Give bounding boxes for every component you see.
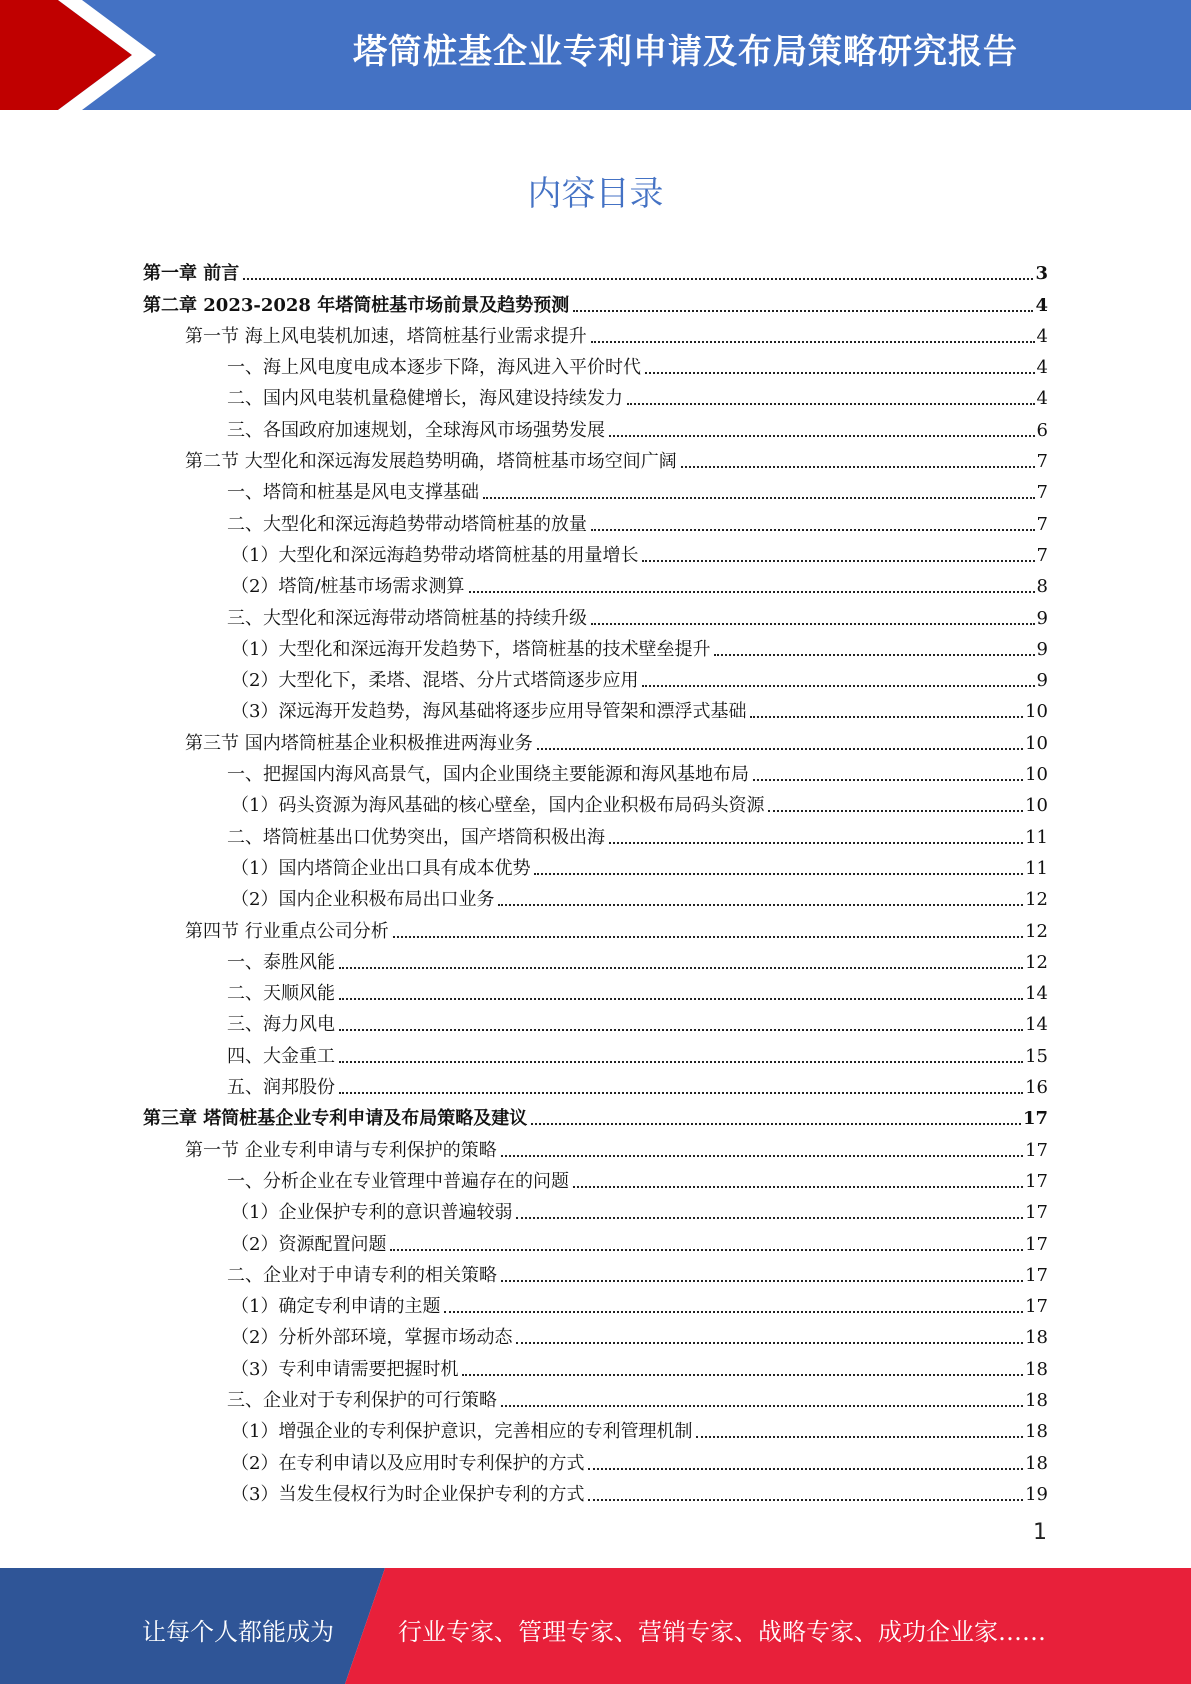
toc-entry-page: 18 (1025, 1421, 1048, 1443)
footer-slogan-right: 行业专家、管理专家、营销专家、战略专家、成功企业家…… (398, 1618, 1046, 1646)
toc-entry[interactable] (143, 379, 1048, 410)
toc-dot-leader (591, 529, 1035, 531)
toc-dot-leader (534, 873, 1023, 875)
toc-entry-title: （1）码头资源为海风基础的核心壁垒，国内企业积极布局码头资源 (231, 795, 765, 817)
toc-entry[interactable] (143, 536, 1048, 567)
toc-entry[interactable] (143, 1256, 1048, 1287)
toc-dot-leader (516, 1342, 1023, 1344)
toc-entry-title: （2）国内企业积极布局出口业务 (231, 889, 495, 911)
toc-entry-page: 9 (1036, 607, 1048, 629)
toc-entry[interactable] (143, 254, 1048, 285)
toc-entry-title: 四、大金重工 (227, 1045, 335, 1067)
toc-dot-leader (753, 779, 1023, 781)
toc-entry-page: 11 (1025, 857, 1048, 879)
toc-entry-title: 五、润邦股份 (227, 1077, 335, 1099)
table-of-contents (143, 254, 1048, 1506)
toc-dot-leader (642, 560, 1034, 562)
toc-entry-page: 15 (1025, 1045, 1048, 1067)
toc-entry[interactable] (143, 442, 1048, 473)
toc-entry-page: 4 (1036, 388, 1048, 410)
toc-entry[interactable] (143, 1162, 1048, 1193)
toc-entry-title: 一、塔筒和桩基是风电支撑基础 (227, 482, 479, 504)
toc-entry[interactable] (143, 1475, 1048, 1506)
toc-dot-leader (588, 1468, 1023, 1470)
toc-entry[interactable] (143, 630, 1048, 661)
toc-dot-leader (714, 654, 1034, 656)
toc-entry[interactable] (143, 723, 1048, 754)
toc-entry-page: 10 (1025, 732, 1048, 754)
toc-entry[interactable] (143, 1381, 1048, 1412)
toc-entry-page: 18 (1025, 1452, 1048, 1474)
toc-entry-page: 17 (1025, 1170, 1048, 1192)
toc-dot-leader (573, 310, 1033, 312)
toc-entry-title: （1）增强企业的专利保护意识，完善相应的专利管理机制 (231, 1421, 693, 1443)
toc-entry-title: （1）大型化和深远海开发趋势下，塔筒桩基的技术壁垒提升 (231, 638, 711, 660)
toc-entry-title: （2）大型化下，柔塔、混塔、分片式塔筒逐步应用 (231, 670, 639, 692)
toc-entry[interactable] (143, 911, 1048, 942)
toc-entry[interactable] (143, 880, 1048, 911)
toc-entry-page: 7 (1036, 513, 1048, 535)
toc-entry[interactable] (143, 473, 1048, 504)
toc-entry-page: 14 (1025, 1014, 1048, 1036)
page-number: 1 (1033, 1520, 1047, 1545)
toc-entry-page: 10 (1025, 701, 1048, 723)
toc-entry-title: 二、天顺风能 (227, 983, 335, 1005)
toc-entry[interactable] (143, 598, 1048, 629)
toc-dot-leader (501, 1280, 1023, 1282)
report-title: 塔筒桩基企业专利申请及布局策略研究报告 (353, 32, 1018, 72)
toc-entry[interactable] (143, 285, 1048, 316)
toc-entry-title: （1）企业保护专利的意识普遍较弱 (231, 1202, 513, 1224)
toc-entry-page: 17 (1025, 1139, 1048, 1161)
toc-dot-leader (444, 1311, 1023, 1313)
toc-entry[interactable] (143, 755, 1048, 786)
toc-entry-title: （2）分析外部环境，掌握市场动态 (231, 1327, 513, 1349)
toc-dot-leader (339, 998, 1023, 1000)
footer-banner (0, 1568, 1191, 1684)
toc-entry-page: 7 (1036, 544, 1048, 566)
toc-entry-title: 三、海力风电 (227, 1014, 335, 1036)
toc-entry-page: 17 (1025, 1264, 1048, 1286)
toc-dot-leader (469, 591, 1035, 593)
toc-entry-title: 一、分析企业在专业管理中普遍存在的问题 (227, 1170, 569, 1192)
toc-entry-title: 三、企业对于专利保护的可行策略 (227, 1389, 497, 1411)
toc-entry-page: 11 (1025, 826, 1048, 848)
toc-dot-leader (591, 623, 1035, 625)
toc-dot-leader (591, 341, 1035, 343)
toc-dot-leader (393, 936, 1023, 938)
toc-entry[interactable] (143, 817, 1048, 848)
toc-entry-page: 3 (1035, 263, 1048, 285)
toc-entry-title: 第二节 大型化和深远海发展趋势明确，塔筒桩基市场空间广阔 (185, 451, 677, 473)
toc-dot-leader (696, 1436, 1023, 1438)
toc-entry-title: （2）资源配置问题 (231, 1233, 387, 1255)
toc-entry-title: （2）塔筒/桩基市场需求测算 (231, 576, 465, 598)
toc-entry-page: 17 (1025, 1233, 1048, 1255)
toc-entry-page: 9 (1036, 670, 1048, 692)
toc-dot-leader (501, 1405, 1023, 1407)
toc-entry-title: 第三节 国内塔筒桩基企业积极推进两海业务 (185, 732, 533, 754)
toc-entry-page: 17 (1022, 1108, 1048, 1130)
toc-entry-title: 第一章 前言 (143, 263, 240, 285)
toc-entry[interactable] (143, 1349, 1048, 1380)
toc-dot-leader (462, 1374, 1023, 1376)
toc-dot-leader (750, 716, 1023, 718)
toc-entry-title: （3）专利申请需要把握时机 (231, 1358, 459, 1380)
toc-entry-title: 一、海上风电度电成本逐步下降，海风进入平价时代 (227, 357, 641, 379)
toc-entry-title: 三、各国政府加速规划，全球海风市场强势发展 (227, 419, 605, 441)
toc-dot-leader (339, 1092, 1023, 1094)
toc-entry-page: 7 (1036, 451, 1048, 473)
toc-entry-page: 6 (1036, 419, 1048, 441)
toc-entry[interactable] (143, 1068, 1048, 1099)
toc-dot-leader (609, 842, 1023, 844)
toc-entry-title: （1）确定专利申请的主题 (231, 1296, 441, 1318)
toc-entry-page: 9 (1036, 638, 1048, 660)
toc-entry[interactable] (143, 1443, 1048, 1474)
toc-entry[interactable] (143, 1005, 1048, 1036)
toc-entry-title: 第二章 2023-2028 年塔筒桩基市场前景及趋势预测 (143, 294, 570, 316)
toc-entry[interactable] (143, 567, 1048, 598)
toc-entry-page: 4 (1036, 357, 1048, 379)
toc-entry-title: 一、泰胜风能 (227, 951, 335, 973)
footer-slogan-left: 让每个人都能成为 (142, 1618, 334, 1646)
toc-dot-leader (498, 904, 1023, 906)
toc-entry-title: 第三章 塔筒桩基企业专利申请及布局策略及建议 (143, 1108, 528, 1130)
toc-dot-leader (483, 497, 1035, 499)
toc-entry-page: 14 (1025, 983, 1048, 1005)
toc-entry[interactable] (143, 661, 1048, 692)
toc-dot-leader (645, 372, 1035, 374)
toc-entry-page: 16 (1025, 1077, 1048, 1099)
toc-entry-title: 二、塔筒桩基出口优势突出，国产塔筒积极出海 (227, 826, 605, 848)
toc-entry[interactable] (143, 1099, 1048, 1130)
toc-entry-page: 4 (1036, 325, 1048, 347)
toc-heading: 内容目录 (527, 174, 664, 214)
toc-dot-leader (339, 1061, 1023, 1063)
header-banner (0, 0, 1191, 110)
toc-dot-leader (390, 1249, 1023, 1251)
toc-entry[interactable] (143, 1318, 1048, 1349)
toc-entry[interactable] (143, 1287, 1048, 1318)
toc-dot-leader (768, 810, 1023, 812)
toc-entry[interactable] (143, 786, 1048, 817)
toc-entry-title: （2）在专利申请以及应用时专利保护的方式 (231, 1452, 585, 1474)
toc-dot-leader (243, 278, 1033, 280)
toc-dot-leader (642, 685, 1034, 687)
toc-dot-leader (516, 1217, 1023, 1219)
toc-dot-leader (588, 1499, 1023, 1501)
toc-entry[interactable] (143, 1224, 1048, 1255)
toc-entry-title: 一、把握国内海风高景气，国内企业围绕主要能源和海风基地布局 (227, 764, 749, 786)
toc-entry[interactable] (143, 317, 1048, 348)
toc-entry-page: 8 (1036, 576, 1048, 598)
toc-entry[interactable] (143, 1412, 1048, 1443)
toc-entry-page: 17 (1025, 1296, 1048, 1318)
toc-entry[interactable] (143, 692, 1048, 723)
toc-dot-leader (531, 1123, 1021, 1125)
toc-dot-leader (501, 1155, 1023, 1157)
toc-entry[interactable] (143, 1130, 1048, 1161)
toc-entry-title: 二、企业对于申请专利的相关策略 (227, 1264, 497, 1286)
toc-entry[interactable] (143, 974, 1048, 1005)
toc-entry-page: 4 (1035, 294, 1048, 316)
toc-entry-page: 19 (1025, 1483, 1048, 1505)
toc-entry-page: 18 (1025, 1358, 1048, 1380)
toc-entry-page: 12 (1025, 889, 1048, 911)
toc-entry-title: 二、大型化和深远海趋势带动塔筒桩基的放量 (227, 513, 587, 535)
toc-entry-title: （3）深远海开发趋势，海风基础将逐步应用导管架和漂浮式基础 (231, 701, 747, 723)
toc-entry[interactable] (143, 849, 1048, 880)
toc-entry-title: 第四节 行业重点公司分析 (185, 920, 389, 942)
toc-entry[interactable] (143, 943, 1048, 974)
toc-dot-leader (339, 967, 1023, 969)
toc-entry-page: 12 (1025, 920, 1048, 942)
toc-entry-title: 二、国内风电装机量稳健增长，海风建设持续发力 (227, 388, 623, 410)
toc-dot-leader (573, 1186, 1023, 1188)
toc-entry-title: （1）大型化和深远海趋势带动塔筒桩基的用量增长 (231, 544, 639, 566)
toc-entry-title: 三、大型化和深远海带动塔筒桩基的持续升级 (227, 607, 587, 629)
toc-dot-leader (627, 403, 1035, 405)
toc-entry-page: 18 (1025, 1327, 1048, 1349)
toc-entry-page: 18 (1025, 1389, 1048, 1411)
toc-dot-leader (681, 466, 1035, 468)
toc-dot-leader (609, 435, 1035, 437)
toc-entry-page: 17 (1025, 1202, 1048, 1224)
toc-entry[interactable] (143, 410, 1048, 441)
toc-entry[interactable] (143, 1193, 1048, 1224)
toc-entry-page: 10 (1025, 795, 1048, 817)
toc-entry[interactable] (143, 348, 1048, 379)
toc-entry-page: 10 (1025, 764, 1048, 786)
toc-entry[interactable] (143, 1036, 1048, 1067)
toc-entry-title: 第一节 企业专利申请与专利保护的策略 (185, 1139, 497, 1161)
toc-entry-title: 第一节 海上风电装机加速，塔筒桩基行业需求提升 (185, 325, 587, 347)
toc-entry-title: （3）当发生侵权行为时企业保护专利的方式 (231, 1483, 585, 1505)
toc-entry[interactable] (143, 504, 1048, 535)
toc-entry-page: 7 (1036, 482, 1048, 504)
toc-dot-leader (339, 1029, 1023, 1031)
toc-entry-title: （1）国内塔筒企业出口具有成本优势 (231, 857, 531, 879)
toc-entry-page: 12 (1025, 951, 1048, 973)
toc-dot-leader (537, 748, 1023, 750)
